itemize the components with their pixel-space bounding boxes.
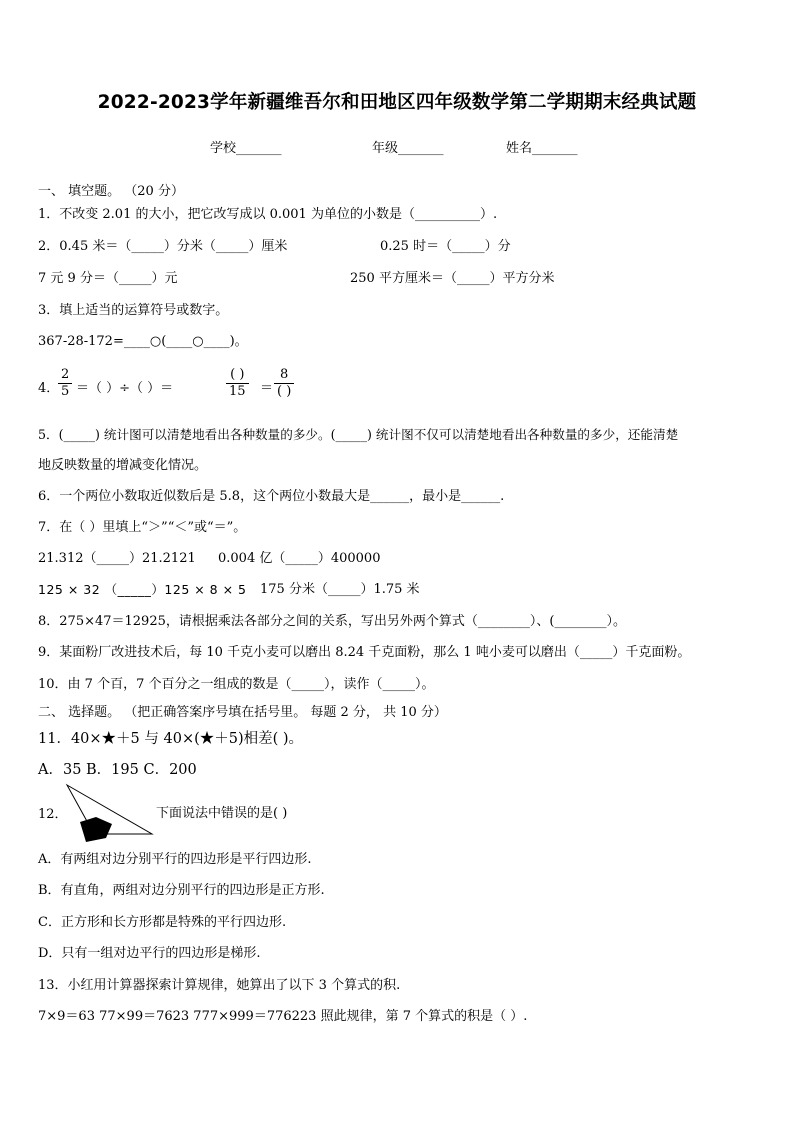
grade-field[interactable]: 年级_______ xyxy=(372,141,444,156)
fraction-numerator: ( ) xyxy=(230,367,245,382)
question-7b: 0.004 亿（_____）400000 xyxy=(218,551,381,566)
question-7a: 21.312（_____）21.2121 xyxy=(38,551,196,566)
question-2d: 250 平方厘米＝（_____）平方分米 xyxy=(350,271,555,286)
question-9: 9．某面粉厂改进技术后，每 10 千克小麦可以磨出 8.24 千克面粉，那么 1 吨小麦可以磨出（_____）千克面粉。 xyxy=(38,645,691,660)
question-5-line1: 5．(_____) 统计图可以清楚地看出各种数量的多少。(_____) 统计图不仅可以清楚地看出各种数量的多少，还能清楚 xyxy=(38,427,679,442)
question-8: 8．275×47＝12925，请根据乘法各部分之间的关系，写出另外两个算式（________）、(________）。 xyxy=(38,614,626,629)
question-4-number: 4． xyxy=(38,381,60,396)
question-13: 13．小红用计算器探索计算规律，她算出了以下 3 个算式的积. xyxy=(38,978,401,993)
option-12b: B．有直角，两组对边分别平行的四边形是正方形. xyxy=(38,883,325,898)
question-10: 10．由 7 个百，7 个百分之一组成的数是（_____），读作（_____）。 xyxy=(38,677,435,692)
fraction-numerator: 2 xyxy=(61,367,70,382)
question-2b: 0.25 时＝（_____）分 xyxy=(380,239,511,254)
section-fill-blank: 一、 填空题。 （20 分） xyxy=(38,184,184,199)
option-12c: C．正方形和长方形都是特殊的平行四边形. xyxy=(38,915,287,930)
question-4-equals: ＝ xyxy=(260,381,274,396)
option-12d: D．只有一组对边平行的四边形是梯形. xyxy=(38,946,261,961)
school-field[interactable]: 学校_______ xyxy=(210,141,282,156)
fraction-denominator: 15 xyxy=(229,384,246,399)
page-title: 2022-2023学年新疆维吾尔和田地区四年级数学第二学期期末经典试题 xyxy=(97,92,697,113)
question-1: 1．不改变 2.01 的大小，把它改写成以 0.001 为单位的小数是（__________）. xyxy=(38,207,498,222)
section-choice: 二、 选择题。 （把正确答案序号填在括号里。 每题 2 分， 共 10 分） xyxy=(38,705,447,720)
fraction-2-5 xyxy=(58,367,72,400)
question-4-middle: ＝（ ）÷（ ）＝ xyxy=(76,381,174,396)
fraction-8-blank xyxy=(274,367,294,400)
question-12-number: 12． xyxy=(38,807,68,822)
question-6: 6．一个两位小数取近似数后是 5.8，这个两位小数最大是______，最小是______. xyxy=(38,489,505,504)
triangle-figure-icon xyxy=(64,782,154,844)
question-12: 下面说法中错误的是( ) xyxy=(156,806,288,821)
question-7: 7．在（ ）里填上“＞”“＜”或“＝”。 xyxy=(38,520,247,535)
option-12a: A．有两组对边分别平行的四边形是平行四边形. xyxy=(38,852,312,867)
question-7d: 175 分米（_____）1.75 米 xyxy=(260,582,420,597)
fraction-denominator: ( ) xyxy=(277,384,292,399)
question-2a: 2．0.45 米＝（_____）分米（_____）厘米 xyxy=(38,239,288,254)
question-3: 3．填上适当的运算符号或数字。 xyxy=(38,303,229,318)
name-field[interactable]: 姓名_______ xyxy=(506,141,578,156)
question-7c: 125 × 32 （_____）125 × 8 × 5 xyxy=(38,582,247,597)
question-11: 11．40×★＋5 与 40×(★＋5)相差( )。 xyxy=(38,731,304,747)
fraction-blank-15 xyxy=(226,367,249,400)
question-3-expression: 367-28-172=____○(____○____)。 xyxy=(38,334,248,349)
question-13-expression: 7×9＝63 77×99＝7623 777×999＝776223 照此规律，第 7 个算式的积是（ ）. xyxy=(38,1009,528,1024)
fraction-numerator: 8 xyxy=(280,367,289,382)
fraction-denominator: 5 xyxy=(61,384,70,399)
question-11-options: A．35 B．195 C．200 xyxy=(38,762,197,778)
question-2c: 7 元 9 分＝（_____）元 xyxy=(38,271,178,286)
question-5-line2: 地反映数量的增减变化情况。 xyxy=(38,458,208,473)
